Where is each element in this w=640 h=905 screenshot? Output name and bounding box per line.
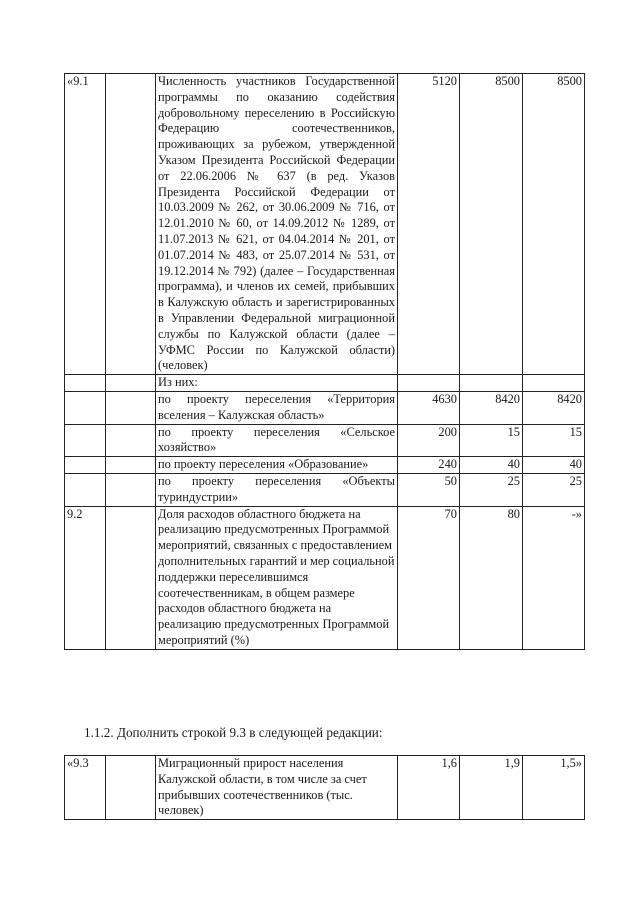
row-number: [65, 424, 106, 457]
value-cell: 80: [460, 506, 523, 649]
value-cell: 15: [523, 424, 585, 457]
value-cell: [398, 375, 460, 392]
table-row: [65, 756, 585, 820]
row-description: Миграционный прирост населения Калужской области, в том числе за счет прибывших соотечественников (тыс. человек): [156, 756, 398, 820]
table-row: [65, 457, 585, 474]
empty-cell: [106, 74, 156, 375]
value-cell: 1,6: [398, 756, 460, 820]
row-description: по проекту переселения «Образование»: [156, 457, 398, 474]
row-number: [65, 457, 106, 474]
empty-cell: [106, 473, 156, 506]
value-cell: 15: [460, 424, 523, 457]
indicators-table: [64, 73, 585, 650]
value-cell: 40: [523, 457, 585, 474]
row-description: по проекту переселения «Объекты туриндустрии»: [156, 473, 398, 506]
value-cell: 4630: [398, 391, 460, 424]
value-cell: 200: [398, 424, 460, 457]
row-description: по проекту переселения «Сельское хозяйство»: [156, 424, 398, 457]
row-number: [65, 391, 106, 424]
row-description: Численность участников Государственной программы по оказанию содействия добровольному переселению в Российскую Федерацию соотечественников, проживающих за рубежом, утвержденной Указом Президента Российской Федерации от 22.06.2006 № 637 (в ред. Указов Президента Российской Федерации от 10.03.2009 № 262, от 30.06.2009 № 716, от 12.01.2010 № 60, от 14.09.2012 № 1289, от 11.07.2013 № 621, от 04.04.2014 № 201, от 01.07.2014 № 483, от 25.07.2014 № 531, от 19.12.2014 № 792) (далее – Государственная программа), и членов их семей, прибывших в Калужскую область и зарегистрированных в Управлении Федеральной миграционной службы по Калужской области (далее – УФМС России по Калужской области) (человек): [156, 74, 398, 375]
value-cell: 8420: [523, 391, 585, 424]
value-cell: [523, 375, 585, 392]
value-cell: 1,5»: [523, 756, 585, 820]
empty-cell: [106, 506, 156, 649]
row-description: Доля расходов областного бюджета на реализацию предусмотренных Программой мероприятий, связанных с предоставлением дополнительных гарантий и мер социальной поддержки переселившимся соотечественникам, в общем размере расходов областного бюджета на реализацию предусмотренных Программой мероприятий (%): [156, 506, 398, 649]
value-cell: 1,9: [460, 756, 523, 820]
row-number: «9.3: [65, 756, 106, 820]
value-cell: 40: [460, 457, 523, 474]
row-number: [65, 375, 106, 392]
row-description: Из них:: [156, 375, 398, 392]
empty-cell: [106, 375, 156, 392]
value-cell: -»: [523, 506, 585, 649]
empty-cell: [106, 391, 156, 424]
table-row: [65, 74, 585, 375]
value-cell: 25: [523, 473, 585, 506]
amendment-paragraph: 1.1.2. Дополнить строкой 9.3 в следующей редакции:: [84, 725, 383, 740]
indicator-9-3-table: [64, 755, 585, 820]
empty-cell: [106, 424, 156, 457]
value-cell: 8500: [460, 74, 523, 375]
row-description: по проекту переселения «Территория вселения – Калужская область»: [156, 391, 398, 424]
value-cell: 8500: [523, 74, 585, 375]
value-cell: 25: [460, 473, 523, 506]
row-number: 9.2: [65, 506, 106, 649]
value-cell: 70: [398, 506, 460, 649]
row-number: «9.1: [65, 74, 106, 375]
table-row: [65, 391, 585, 424]
table-row: [65, 375, 585, 392]
value-cell: 5120: [398, 74, 460, 375]
value-cell: 50: [398, 473, 460, 506]
table-row: [65, 424, 585, 457]
value-cell: 240: [398, 457, 460, 474]
empty-cell: [106, 457, 156, 474]
value-cell: 8420: [460, 391, 523, 424]
table-row: [65, 473, 585, 506]
table-row: [65, 506, 585, 649]
row-number: [65, 473, 106, 506]
empty-cell: [106, 756, 156, 820]
value-cell: [460, 375, 523, 392]
